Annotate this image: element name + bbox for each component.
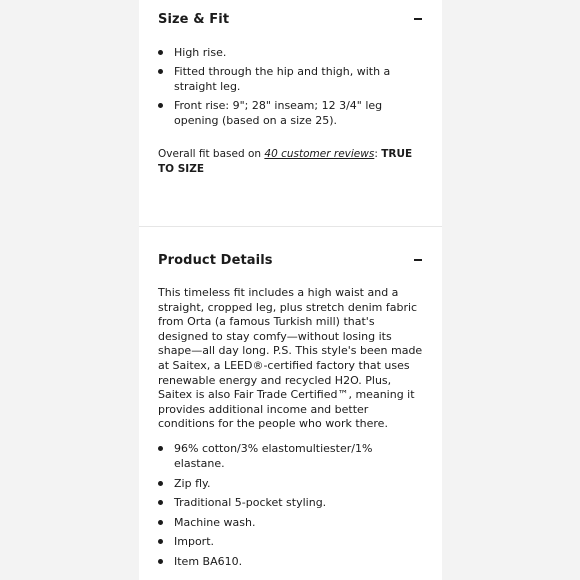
product-info-panel [139,0,442,580]
list-item [156,64,426,94]
minus-icon[interactable] [412,254,424,266]
fit-colon: : [374,148,382,160]
list-item-text: Front rise: 9"; 28" inseam; 12 3/4" leg opening (based on a size 25). [174,99,383,127]
list-item [156,515,426,530]
list-item-text: Machine wash. [174,515,256,529]
list-item-text: Import. [174,535,215,549]
bullet-dot-icon [158,559,163,564]
size-fit-title: Size & Fit [158,11,230,27]
bullet-dot-icon [158,103,163,108]
list-item-text: High rise. [174,46,227,59]
fit-verdict: TRUE TO SIZE [158,148,413,175]
bullet-dot-icon [158,539,163,544]
customer-reviews-link[interactable]: 40 customer reviews [264,148,375,160]
bullet-dot-icon [158,69,163,74]
list-item [156,476,426,491]
product-details-header[interactable] [158,250,424,270]
bullet-dot-icon [158,520,163,525]
product-details-list [156,441,426,574]
overall-fit-line [158,147,423,177]
bullet-dot-icon [158,50,163,55]
size-fit-section [139,0,442,226]
list-item-text: Fitted through the hip and thigh, with a straight leg. [174,65,391,93]
list-item [156,495,426,510]
list-item [156,98,426,128]
minus-icon[interactable] [412,13,424,25]
list-item [156,554,426,569]
list-item [156,441,426,471]
size-fit-header[interactable] [158,9,424,29]
bullet-dot-icon [158,500,163,505]
product-details-section [139,227,442,580]
product-description: This timeless fit includes a high waist and a straight, cropped leg, plus stretch denim fabric from Orta (a famous Turkish mill) that's designed to stay comfy—without losing its shape—all day long. P.S. This style's been made at Saitex, a LEED®-certified factory that uses renewable energy and recycled H2O. Plus, Saitex is also Fair Trade Certified™, meaning it provides additional income and better conditions for the people who work there. [158,286,423,431]
bullet-dot-icon [158,446,163,451]
list-item [156,45,426,60]
bullet-dot-icon [158,481,163,486]
fit-prefix: Overall fit based on [158,148,265,160]
list-item-text: Traditional 5-pocket styling. [174,496,327,510]
list-item-text: Zip fly. [174,476,211,490]
product-details-title: Product Details [158,252,273,268]
list-item-text: Item BA610. [174,554,243,568]
list-item [156,534,426,549]
list-item-text: 96% cotton/3% elastomultiester/1% elastane. [174,442,373,470]
size-fit-list [156,45,426,132]
